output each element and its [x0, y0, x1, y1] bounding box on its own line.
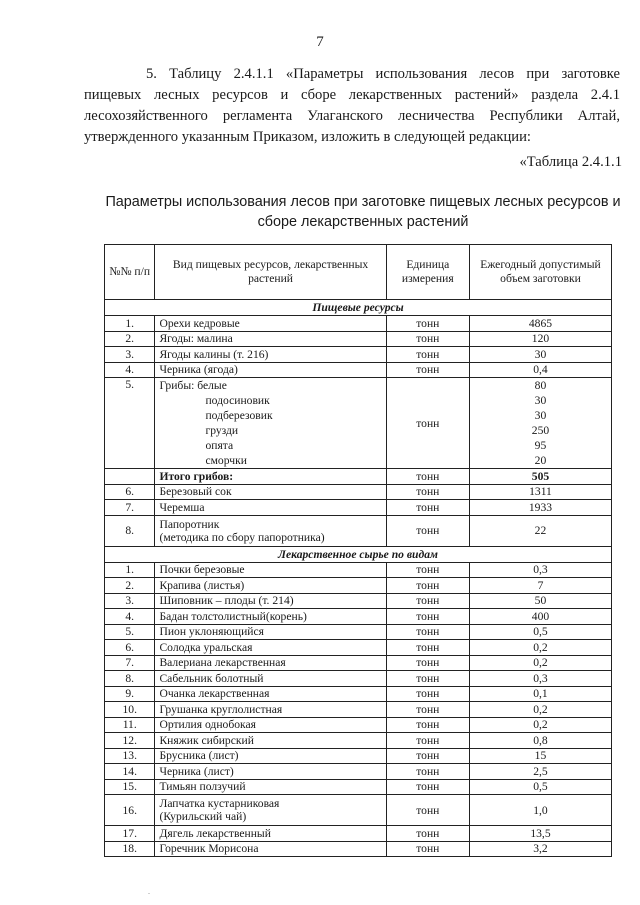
row-unit: тонн	[386, 500, 469, 516]
row-unit: тонн	[386, 671, 469, 687]
row-unit: тонн	[386, 841, 469, 857]
section-food-label: Пищевые ресурсы	[105, 300, 612, 316]
row-volume: 400	[469, 609, 611, 625]
row-name: Тимьян ползучий	[155, 779, 386, 795]
row-unit: тонн	[386, 593, 469, 609]
footer-mark: .	[148, 887, 150, 896]
table-row	[105, 733, 612, 749]
row-name: Орехи кедровые	[155, 316, 386, 332]
table-row	[105, 362, 612, 378]
row-name: Горечник Морисона	[155, 841, 386, 857]
row-name: Очанка лекарственная	[155, 686, 386, 702]
row-volume: 7	[469, 578, 611, 594]
row-unit: тонн	[386, 702, 469, 718]
row-unit: тонн	[386, 717, 469, 733]
row-num: 6.	[105, 640, 155, 656]
header-num: №№ п/п	[105, 245, 155, 300]
row-name: Валериана лекарственная	[155, 655, 386, 671]
table-row	[105, 826, 612, 842]
row-unit: тонн	[386, 779, 469, 795]
row-unit: тонн	[386, 655, 469, 671]
row-volume: 13,5	[469, 826, 611, 842]
row-name: Ягоды калины (т. 216)	[155, 347, 386, 363]
row-name: Грушанка круглолистная	[155, 702, 386, 718]
mushroom-volume: 80	[534, 379, 547, 392]
table-row	[105, 764, 612, 780]
row-name: Черника (лист)	[155, 764, 386, 780]
table-row-mushrooms	[105, 378, 612, 469]
row-num: 16.	[105, 795, 155, 826]
table-reference: «Таблица 2.4.1.1	[519, 154, 622, 170]
row-volume: 22	[469, 515, 611, 546]
mushroom-volume: 30	[534, 409, 547, 422]
row-volume: 0,4	[469, 362, 611, 378]
row-unit: тонн	[386, 609, 469, 625]
table-row-mushrooms-total	[105, 469, 612, 485]
row-unit: тонн	[386, 686, 469, 702]
row-num: 10.	[105, 702, 155, 718]
row-name: Черника (ягода)	[155, 362, 386, 378]
row-unit: тонн	[386, 764, 469, 780]
table-row	[105, 841, 612, 857]
row-num: 2.	[105, 578, 155, 594]
row-name: Крапива (листья)	[155, 578, 386, 594]
row-name-line-1: Лапчатка кустарниковая	[159, 797, 280, 810]
total-unit: тонн	[386, 469, 469, 485]
row-name: Черемша	[155, 500, 386, 516]
row-unit: тонн	[386, 733, 469, 749]
row-unit: тонн	[386, 624, 469, 640]
row-num: 1.	[105, 562, 155, 578]
row-num: 7.	[105, 500, 155, 516]
row-num: 3.	[105, 593, 155, 609]
table-title: Параметры использования лесов при заготовке пищевых лесных ресурсов и сборе лекарственных растений	[105, 194, 621, 230]
row-volume: 0,3	[469, 671, 611, 687]
row-num: 4.	[105, 362, 155, 378]
row-name: Княжик сибирский	[155, 733, 386, 749]
row-unit: тонн	[386, 316, 469, 332]
row-volume: 0,2	[469, 655, 611, 671]
row-num: 14.	[105, 764, 155, 780]
table-row	[105, 347, 612, 363]
row-unit: тонн	[386, 515, 469, 546]
row-num: 2.	[105, 331, 155, 347]
row-volume: 0,2	[469, 702, 611, 718]
section-row-medicinal	[105, 546, 612, 562]
row-name	[155, 795, 386, 826]
header-volume: Ежегодный допустимый объем заготовки	[469, 245, 611, 300]
row-unit: тонн	[386, 562, 469, 578]
row-volume: 0,2	[469, 717, 611, 733]
table-row	[105, 686, 612, 702]
row-num: 5.	[105, 624, 155, 640]
table-row	[105, 331, 612, 347]
row-name: Почки березовые	[155, 562, 386, 578]
table-row	[105, 609, 612, 625]
table-row	[105, 717, 612, 733]
row-unit: тонн	[386, 331, 469, 347]
row-unit: тонн	[386, 347, 469, 363]
table-row	[105, 562, 612, 578]
mushroom-volume: 95	[534, 439, 547, 452]
intro-paragraph	[84, 64, 620, 148]
row-num: 8.	[105, 515, 155, 546]
mushroom-volumes	[469, 378, 611, 469]
row-num: 9.	[105, 686, 155, 702]
row-num: 18.	[105, 841, 155, 857]
row-num: 15.	[105, 779, 155, 795]
header-row	[105, 245, 612, 300]
row-num: 7.	[105, 655, 155, 671]
row-name: Березовый сок	[155, 484, 386, 500]
mushroom-name: подосиновик	[205, 394, 270, 407]
section-row-medicinal-label: Лекарственное сырье по видам	[105, 546, 612, 562]
mushroom-name: Грибы: белые	[159, 379, 227, 392]
row-unit: тонн	[386, 640, 469, 656]
row-name: Шиповник – плоды (т. 214)	[155, 593, 386, 609]
row-volume: 2,5	[469, 764, 611, 780]
table-row	[105, 484, 612, 500]
row-num: 3.	[105, 347, 155, 363]
row-volume: 3,2	[469, 841, 611, 857]
row-num: 6.	[105, 484, 155, 500]
mushroom-volume: 30	[534, 394, 547, 407]
page-number: 7	[316, 34, 324, 50]
row-volume: 1933	[469, 500, 611, 516]
row-num: 13.	[105, 748, 155, 764]
row-volume: 4865	[469, 316, 611, 332]
total-label: Итого грибов:	[155, 469, 386, 485]
row-volume: 0,8	[469, 733, 611, 749]
row-name: Пион уклоняющийся	[155, 624, 386, 640]
row-unit: тонн	[386, 378, 469, 469]
row-num: 12.	[105, 733, 155, 749]
row-name-line-2: (Курильский чай)	[159, 810, 247, 823]
header-name: Вид пищевых ресурсов, лекарственных растений	[155, 245, 386, 300]
row-volume: 15	[469, 748, 611, 764]
table-row	[105, 593, 612, 609]
row-unit: тонн	[386, 484, 469, 500]
row-unit: тонн	[386, 748, 469, 764]
row-num-empty	[105, 469, 155, 485]
table-row	[105, 779, 612, 795]
table-row	[105, 702, 612, 718]
row-volume: 0,5	[469, 779, 611, 795]
table-row	[105, 500, 612, 516]
mushroom-name: опята	[205, 439, 234, 452]
row-name: Ортилия однобокая	[155, 717, 386, 733]
row-name: Солодка уральская	[155, 640, 386, 656]
row-volume: 0,1	[469, 686, 611, 702]
row-num: 4.	[105, 609, 155, 625]
row-num: 11.	[105, 717, 155, 733]
row-volume: 0,2	[469, 640, 611, 656]
mushroom-volume: 20	[534, 454, 547, 467]
row-unit: тонн	[386, 362, 469, 378]
row-name: Дягель лекарственный	[155, 826, 386, 842]
header-unit: Единица измерения	[386, 245, 469, 300]
row-name-line-1: Папоротник	[159, 517, 220, 531]
table-row	[105, 624, 612, 640]
row-name: Сабельник болотный	[155, 671, 386, 687]
row-volume: 0,3	[469, 562, 611, 578]
table-row	[105, 515, 612, 546]
row-num: 5.	[105, 378, 155, 469]
row-name: Брусника (лист)	[155, 748, 386, 764]
row-num: 1.	[105, 316, 155, 332]
row-volume: 50	[469, 593, 611, 609]
mushroom-volume: 250	[531, 424, 550, 437]
row-unit: тонн	[386, 826, 469, 842]
table-row	[105, 655, 612, 671]
table-row	[105, 671, 612, 687]
table-row	[105, 748, 612, 764]
intro-text: 5. Таблицу 2.4.1.1 «Параметры использования лесов при заготовке пищевых лесных ресурсов и сборе лекарственных растений» раздела 2.4.1 лесохозяйственного регламента Улаганского лесничества Республики Алтай, утвержденного указанным Приказом, изложить в следующей редакции:	[84, 66, 620, 145]
row-volume: 0,5	[469, 624, 611, 640]
total-volume: 505	[469, 469, 611, 485]
row-volume: 30	[469, 347, 611, 363]
mushroom-names	[155, 378, 386, 469]
resources-table	[104, 244, 612, 857]
mushroom-name: сморчки	[205, 454, 247, 467]
row-volume: 120	[469, 331, 611, 347]
row-num: 8.	[105, 671, 155, 687]
row-name: Бадан толстолистный(корень)	[155, 609, 386, 625]
row-unit: тонн	[386, 795, 469, 826]
row-name-line-2: (методика по сбору папоротника)	[159, 530, 325, 544]
table-row	[105, 578, 612, 594]
row-volume: 1,0	[469, 795, 611, 826]
row-name	[155, 515, 386, 546]
row-num: 17.	[105, 826, 155, 842]
row-name: Ягоды: малина	[155, 331, 386, 347]
table-row	[105, 316, 612, 332]
table-row	[105, 795, 612, 826]
table-body	[105, 300, 612, 857]
row-volume: 1311	[469, 484, 611, 500]
row-unit: тонн	[386, 578, 469, 594]
table-row	[105, 640, 612, 656]
section-row-food	[105, 300, 612, 316]
mushroom-name: грузди	[205, 424, 239, 437]
mushroom-name: подберезовик	[205, 409, 273, 422]
